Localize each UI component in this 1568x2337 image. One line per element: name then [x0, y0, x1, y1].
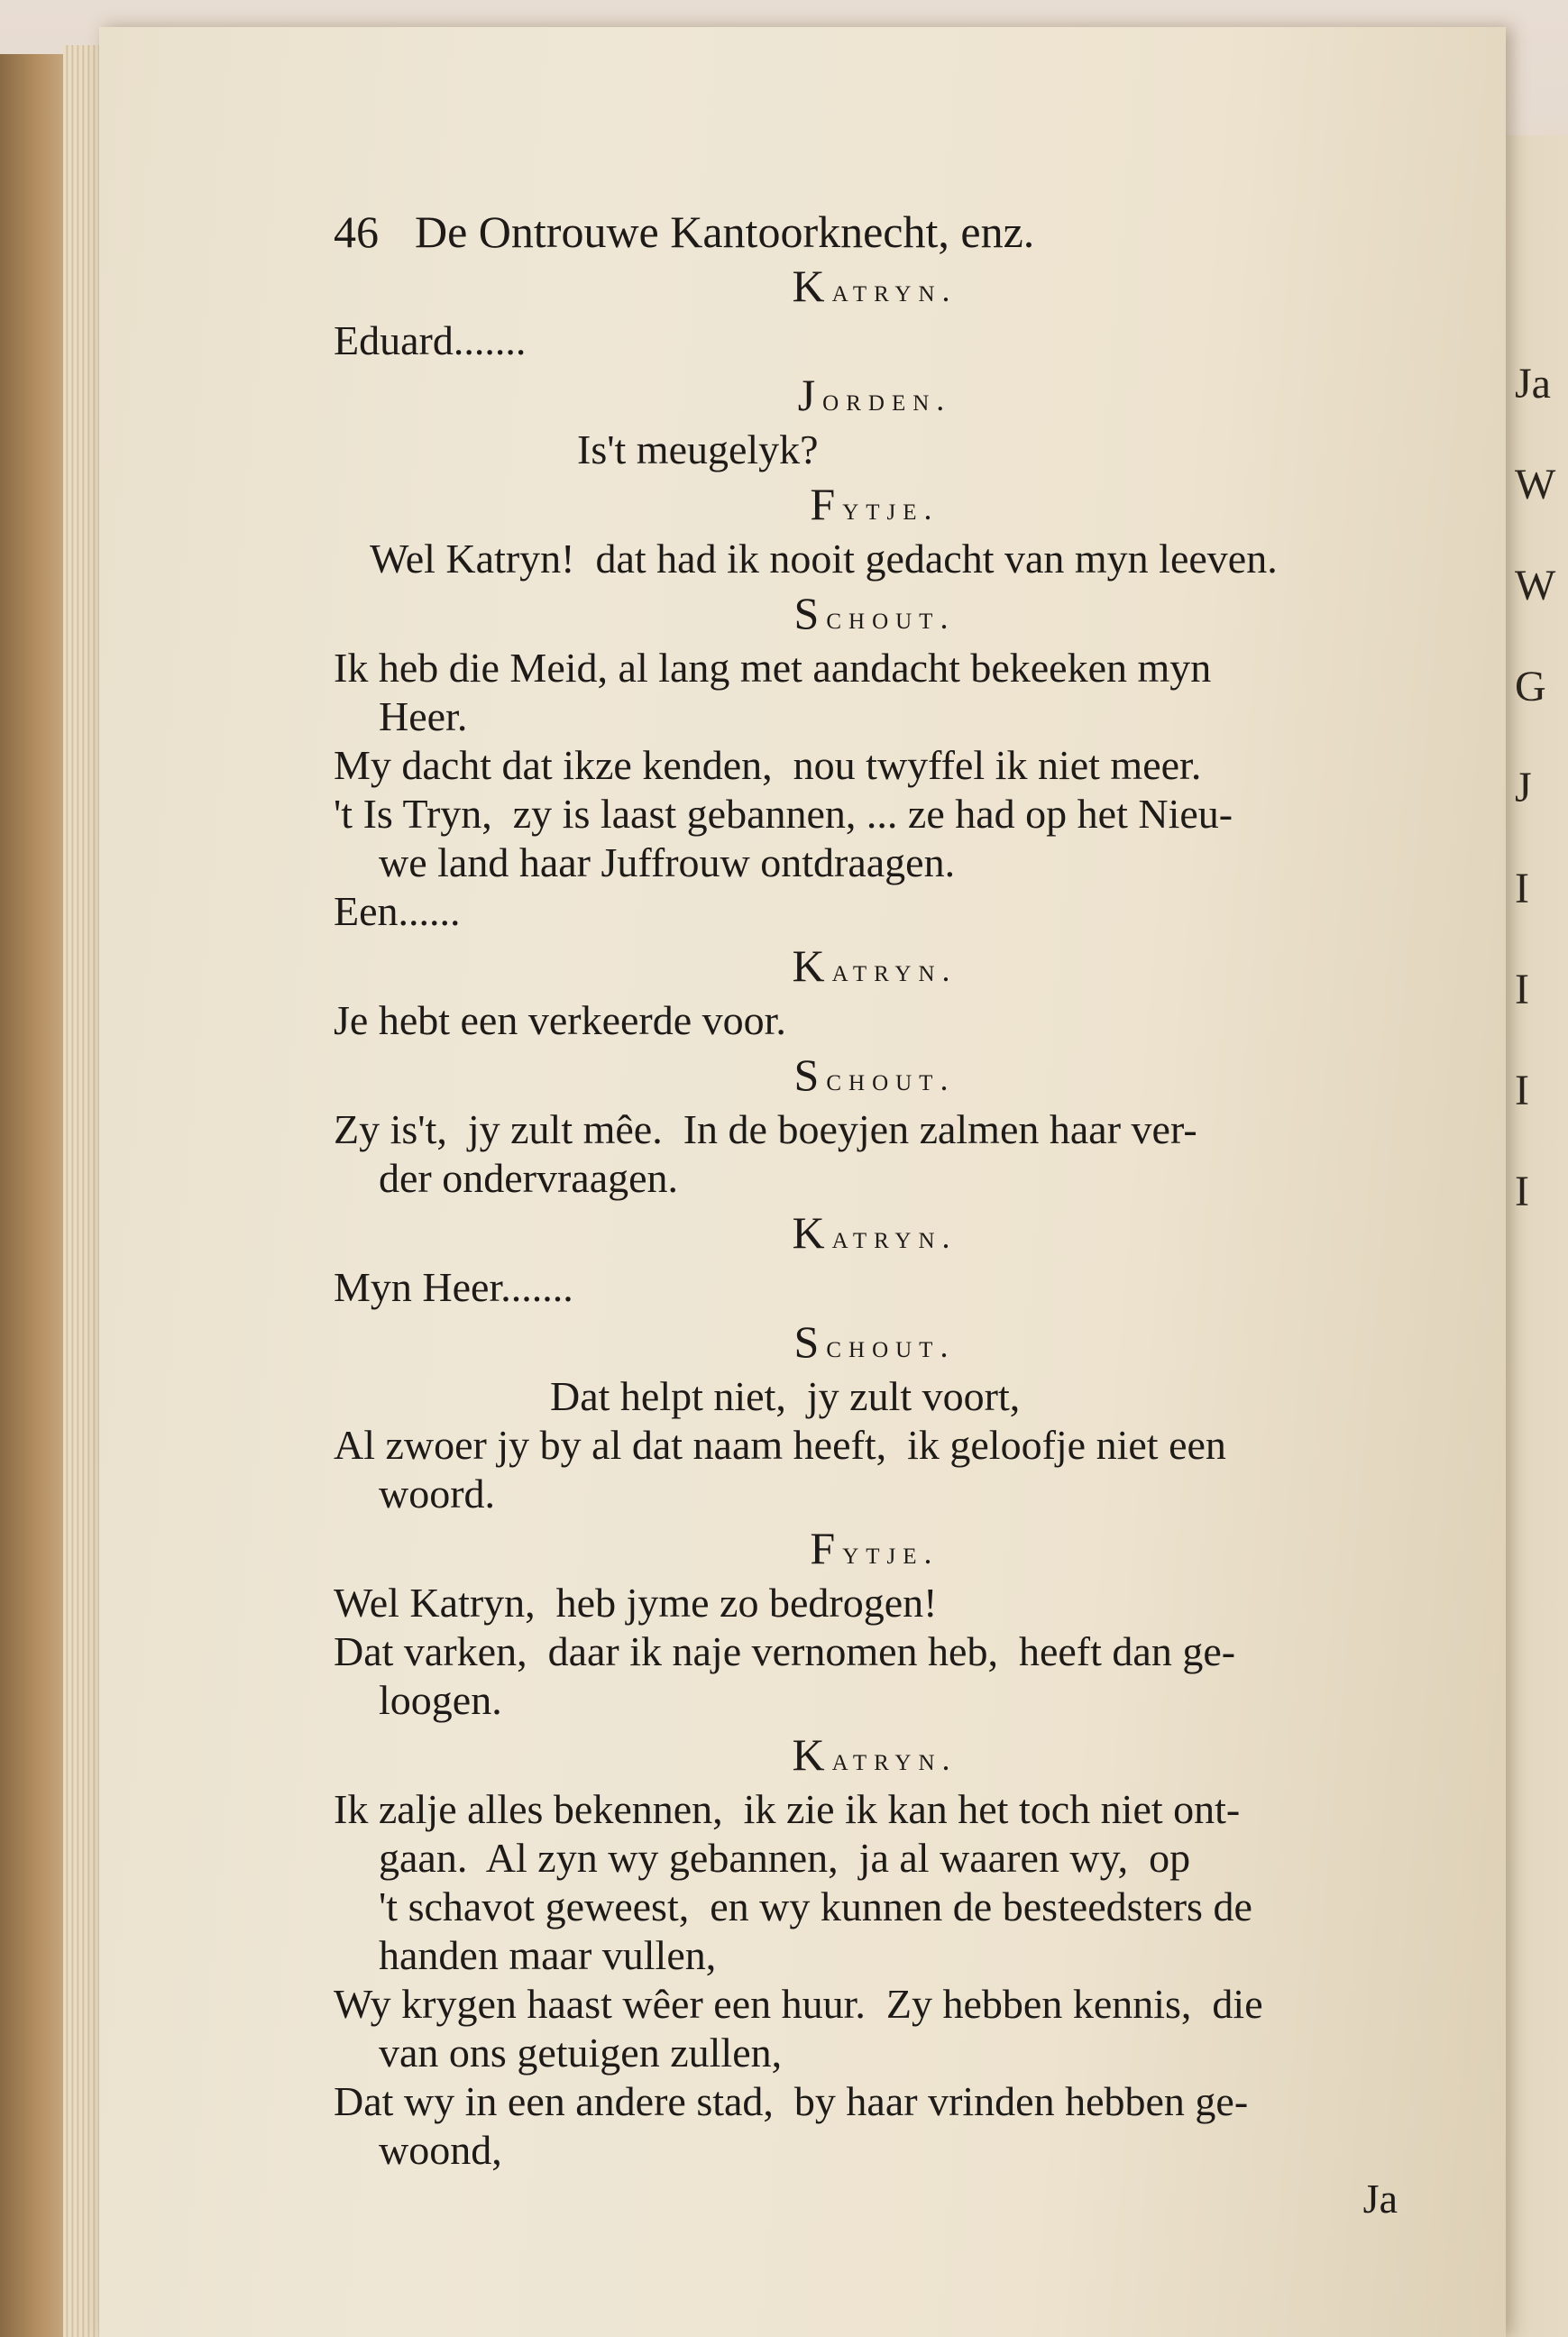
- text-line: 't Is Tryn, zy is laast gebannen, ... ze had op het Nieu-: [334, 791, 1233, 837]
- page-header: [334, 207, 1416, 256]
- text-line: Dat helpt niet, jy zult voort,: [550, 1373, 1021, 1419]
- facing-page-letter: I: [1515, 865, 1529, 912]
- text-line: loogen.: [379, 1677, 502, 1723]
- facing-page-letters: [1515, 334, 1555, 1242]
- text-line: woond,: [379, 2127, 502, 2173]
- text-line: we land haar Juffrouw ontdraagen.: [379, 839, 956, 885]
- facing-page-letter: I: [1515, 966, 1529, 1013]
- text-line: Wy krygen haast wêer een huur. Zy hebben kennis, die: [334, 1981, 1263, 2027]
- facing-page-letter: Ja: [1515, 360, 1551, 408]
- speaker-name: Jorden.: [797, 370, 952, 420]
- page-number: 46: [334, 206, 379, 257]
- speaker-name: Fytje.: [810, 1523, 940, 1573]
- text-line: 't schavot geweest, en wy kunnen de besteedsters de: [379, 1883, 1252, 1929]
- speaker-name: Schout.: [793, 1049, 956, 1100]
- facing-page-letter: I: [1515, 1067, 1529, 1114]
- text-line: Heer.: [379, 693, 468, 739]
- page-text: [334, 207, 1416, 2223]
- speaker-name: Katryn.: [792, 1207, 958, 1258]
- play-text: [334, 261, 1416, 2175]
- text-line: Is't meugelyk?: [577, 426, 819, 472]
- text-line: Al zwoer jy by al dat naam heeft, ik geloofje niet een: [334, 1422, 1226, 1468]
- speaker-name: Katryn.: [792, 940, 958, 991]
- facing-page-letter: W: [1515, 461, 1556, 509]
- text-line: Ik heb die Meid, al lang met aandacht bekeeken myn: [334, 645, 1212, 691]
- facing-page-letter: I: [1515, 1168, 1529, 1215]
- speaker-name: Schout.: [793, 588, 956, 638]
- speaker-name: Katryn.: [792, 1729, 958, 1780]
- text-line: Myn Heer.......: [334, 1264, 573, 1310]
- text-line: Dat wy in een andere stad, by haar vrinden hebben ge-: [334, 2078, 1249, 2124]
- text-line: Een......: [334, 888, 461, 934]
- text-line: Wel Katryn! dat had ik nooit gedacht van myn leeven.: [370, 536, 1278, 582]
- facing-page-letter: W: [1515, 562, 1556, 609]
- catchword: Ja: [1362, 2176, 1398, 2222]
- text-line: gaan. Al zyn wy gebannen, ja al waaren wy, op: [379, 1835, 1191, 1881]
- text-line: handen maar vullen,: [379, 1932, 717, 1978]
- facing-page-letter: J: [1515, 764, 1532, 811]
- facing-page-letter: G: [1515, 663, 1546, 710]
- text-line: Ik zalje alles bekennen, ik zie ik kan het toch niet ont-: [334, 1786, 1241, 1832]
- text-line: Wel Katryn, heb jyme zo bedrogen!: [334, 1580, 938, 1626]
- text-line: van ons getuigen zullen,: [379, 2030, 783, 2076]
- speaker-name: Katryn.: [792, 261, 958, 311]
- text-line: Je hebt een verkeerde voor.: [334, 997, 786, 1043]
- text-line: woord.: [379, 1471, 496, 1517]
- text-line: My dacht dat ikze kenden, nou twyffel ik niet meer.: [334, 742, 1202, 788]
- text-line: der ondervraagen.: [379, 1155, 679, 1201]
- text-line: Eduard.......: [334, 317, 527, 363]
- speaker-name: Fytje.: [810, 479, 940, 529]
- text-line: Zy is't, jy zult mêe. In de boeyjen zalmen haar ver-: [334, 1106, 1197, 1152]
- speaker-name: Schout.: [793, 1316, 956, 1367]
- text-line: Dat varken, daar ik naje vernomen heb, heeft dan ge-: [334, 1628, 1236, 1674]
- running-title: De Ontrouwe Kantoorknecht, enz.: [415, 206, 1035, 257]
